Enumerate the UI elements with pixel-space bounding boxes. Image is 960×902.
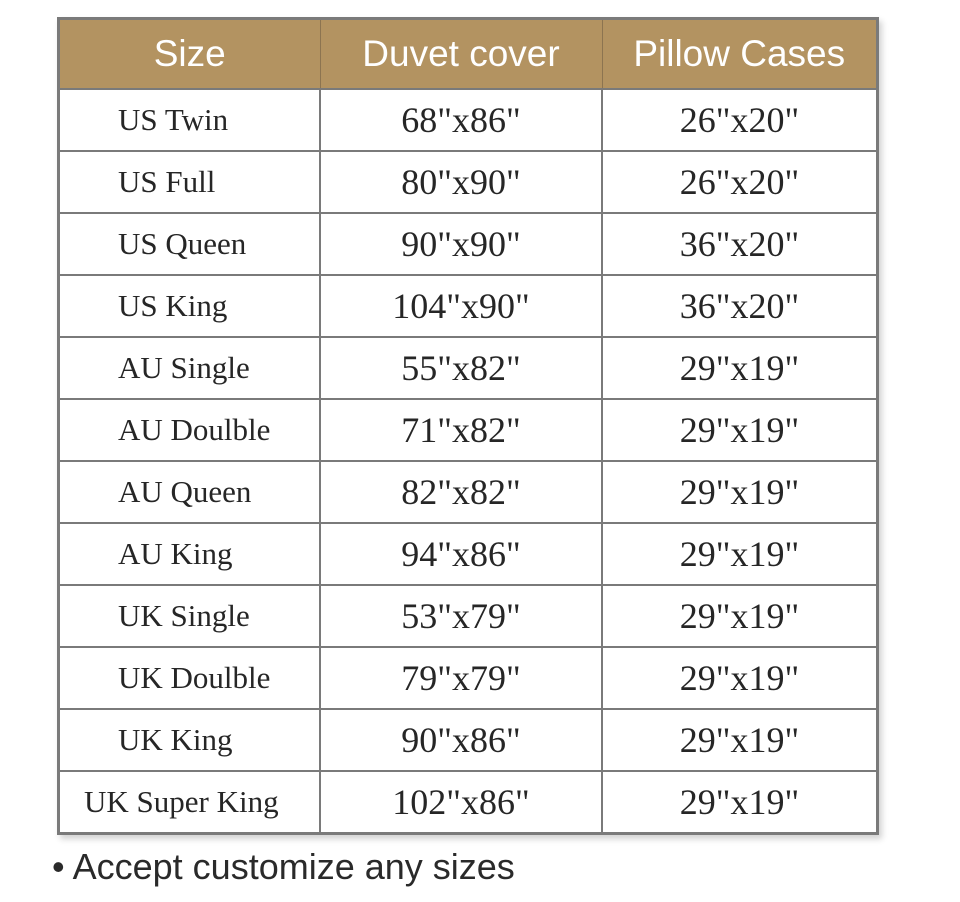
size-table xyxy=(57,17,879,835)
header-size: Size xyxy=(60,20,320,89)
duvet-cover-cell: 71"x82" xyxy=(320,399,602,461)
size-cell: US Queen xyxy=(60,213,320,275)
header-row xyxy=(60,20,876,89)
pillow-cases-cell: 29"x19" xyxy=(602,585,876,647)
duvet-cover-cell: 94"x86" xyxy=(320,523,602,585)
pillow-cases-cell: 29"x19" xyxy=(602,399,876,461)
size-cell: US Full xyxy=(60,151,320,213)
header-pillow-cases: Pillow Cases xyxy=(602,20,876,89)
duvet-cover-cell: 80"x90" xyxy=(320,151,602,213)
table-row xyxy=(60,275,876,337)
table-row xyxy=(60,709,876,771)
size-chart xyxy=(60,20,876,832)
pillow-cases-cell: 36"x20" xyxy=(602,275,876,337)
size-cell: UK Doulble xyxy=(60,647,320,709)
table-row xyxy=(60,647,876,709)
table-row xyxy=(60,337,876,399)
table-row xyxy=(60,89,876,151)
pillow-cases-cell: 29"x19" xyxy=(602,461,876,523)
duvet-cover-cell: 82"x82" xyxy=(320,461,602,523)
header-duvet-cover: Duvet cover xyxy=(320,20,602,89)
pillow-cases-cell: 29"x19" xyxy=(602,647,876,709)
pillow-cases-cell: 36"x20" xyxy=(602,213,876,275)
table-row xyxy=(60,461,876,523)
duvet-cover-cell: 90"x90" xyxy=(320,213,602,275)
size-cell: AU Doulble xyxy=(60,399,320,461)
size-cell: AU Single xyxy=(60,337,320,399)
duvet-cover-cell: 104"x90" xyxy=(320,275,602,337)
duvet-cover-cell: 53"x79" xyxy=(320,585,602,647)
table-row xyxy=(60,771,876,832)
duvet-cover-cell: 102"x86" xyxy=(320,771,602,832)
pillow-cases-cell: 29"x19" xyxy=(602,337,876,399)
size-cell: UK Single xyxy=(60,585,320,647)
pillow-cases-cell: 26"x20" xyxy=(602,89,876,151)
table-row xyxy=(60,585,876,647)
size-cell: UK Super King xyxy=(60,771,320,832)
table-row xyxy=(60,399,876,461)
pillow-cases-cell: 29"x19" xyxy=(602,771,876,832)
pillow-cases-cell: 29"x19" xyxy=(602,523,876,585)
size-cell: US King xyxy=(60,275,320,337)
table-row xyxy=(60,151,876,213)
pillow-cases-cell: 29"x19" xyxy=(602,709,876,771)
table-row xyxy=(60,213,876,275)
size-cell: AU King xyxy=(60,523,320,585)
size-cell: AU Queen xyxy=(60,461,320,523)
table-row xyxy=(60,523,876,585)
duvet-cover-cell: 55"x82" xyxy=(320,337,602,399)
duvet-cover-cell: 68"x86" xyxy=(320,89,602,151)
custom-size-note-text: Accept customize any sizes xyxy=(72,846,515,887)
bullet-icon: • xyxy=(52,846,65,887)
custom-size-note xyxy=(52,845,515,889)
duvet-cover-cell: 90"x86" xyxy=(320,709,602,771)
size-cell: US Twin xyxy=(60,89,320,151)
size-cell: UK King xyxy=(60,709,320,771)
pillow-cases-cell: 26"x20" xyxy=(602,151,876,213)
duvet-cover-cell: 79"x79" xyxy=(320,647,602,709)
